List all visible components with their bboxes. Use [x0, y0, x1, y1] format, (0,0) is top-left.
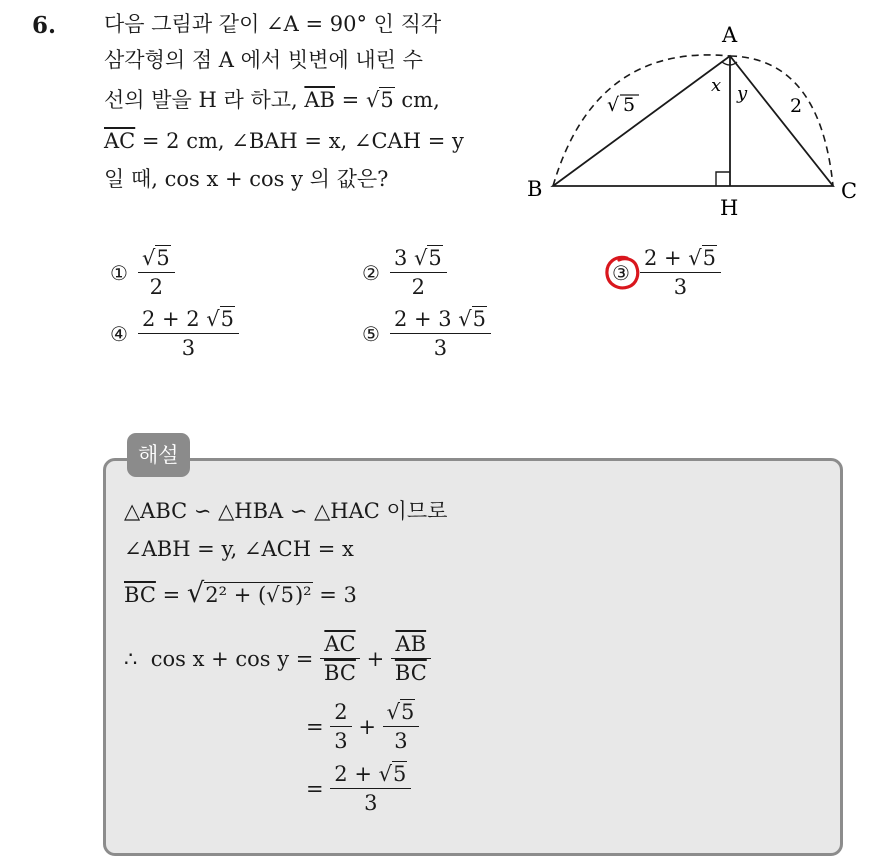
frac-2-3-den: 3 — [330, 726, 351, 753]
choice-3-den: 3 — [640, 272, 721, 299]
question-line-5: 일 때, cos x + cos y 의 값은? — [104, 167, 389, 191]
choice-2[interactable] — [362, 246, 447, 299]
sqrt5-arg: 5 — [380, 88, 394, 112]
frac-2-3-num: 2 — [334, 700, 348, 724]
segment-bc: $\overline{BC}$ — [124, 583, 156, 607]
frac-bc-2: BC — [394, 661, 427, 685]
choice-3-fraction: $\frac{2 + √5}{3}$ — [640, 246, 721, 299]
choice-2-prefix: 3 — [393, 246, 414, 270]
question-line-3-text: 선의 발을 H 라 하고, — [104, 88, 298, 112]
label-a: A — [722, 23, 738, 47]
choice-4-prefix: 2 + 2 — [141, 307, 207, 331]
solution-line-3-eq: = — [155, 583, 187, 607]
solution-line-5-eq: = — [306, 714, 331, 739]
question-number: 6. — [32, 12, 57, 39]
frac-ab: $\overline{AB}$ — [395, 632, 427, 656]
solution-line-5-plus: + — [351, 714, 383, 739]
frac-ac-bc — [320, 632, 360, 685]
segment-ac: $\overline{AC}$ — [104, 129, 136, 153]
red-circle-mark — [603, 253, 643, 293]
solution-line-4 — [124, 632, 431, 685]
choice-1-den: 2 — [138, 272, 175, 299]
frac-final: $\frac{2 + √5}{3}$ — [330, 762, 411, 815]
solution-line-2: ∠ABH = y, ∠ACH = x — [124, 537, 354, 561]
frac-2-3 — [330, 700, 351, 753]
choice-mark-2: ② — [362, 260, 380, 285]
choice-mark-4: ④ — [110, 321, 128, 346]
sqrt5-value: √5 — [365, 88, 394, 112]
question-line-2: 삼각형의 점 A 에서 빗변에 내린 수 — [104, 48, 423, 72]
choice-2-fraction: $\frac{3 √5}{2}$ — [390, 246, 447, 299]
equals: = — [335, 88, 366, 112]
question-line-4-text: = 2 cm, ∠BAH = x, ∠CAH = y — [135, 129, 464, 153]
choice-mark-5: ⑤ — [362, 321, 380, 346]
frac-bc-1: BC — [324, 661, 356, 685]
frac-sqrt5-3-num: 5 — [401, 700, 415, 724]
choice-4-fraction: $\frac{2 + 2 √5}{3}$ — [138, 307, 239, 360]
choice-1[interactable] — [110, 246, 175, 299]
side-ac-label: 2 — [790, 95, 803, 117]
label-b: B — [527, 177, 543, 201]
choice-2-den: 2 — [390, 272, 447, 299]
label-x: x — [711, 75, 722, 96]
question-line-1: 다음 그림과 같이 ∠A = 90° 인 직각 — [104, 12, 442, 36]
frac-sqrt5-3: $\frac{√5}{3}$ — [383, 700, 420, 753]
choice-4-num: 5 — [220, 307, 235, 331]
solution-line-3 — [124, 578, 357, 609]
choice-mark-1: ① — [110, 260, 128, 285]
choice-5[interactable] — [362, 307, 491, 360]
sqrt-expr-part-c: )² — [294, 583, 312, 607]
choice-5-prefix: 2 + 3 — [393, 307, 459, 331]
segment-ab: $\overline{AB}$ — [304, 88, 335, 112]
question-line-4 — [104, 125, 464, 158]
choice-mark-3-glyph: ③ — [612, 260, 630, 285]
choice-1-num: 5 — [156, 246, 170, 270]
solution-tag: 해설 — [127, 433, 190, 477]
sqrt-expression: √2² + (√5)² — [186, 578, 312, 609]
choice-4[interactable] — [110, 307, 239, 360]
unit-cm: cm, — [394, 88, 440, 112]
side-ab-label: 5 — [623, 94, 636, 116]
choice-3[interactable] — [612, 246, 721, 299]
solution-line-6 — [306, 762, 411, 815]
choice-5-den: 3 — [390, 333, 491, 360]
choice-5-fraction: $\frac{2 + 3 √5}{3}$ — [390, 307, 491, 360]
label-h: H — [720, 196, 739, 220]
triangle-figure — [515, 18, 875, 223]
choice-3-num: 5 — [702, 246, 717, 270]
solution-line-4-plus: + — [359, 646, 391, 671]
sqrt-expression-arg: 2² + (√5)² — [205, 583, 312, 607]
solution-line-5 — [306, 700, 419, 753]
choice-mark-3 — [612, 261, 630, 285]
choice-3-prefix: 2 + — [643, 246, 689, 270]
choice-4-den: 3 — [138, 333, 239, 360]
choice-2-num: 5 — [428, 246, 442, 270]
frac-final-rad: 5 — [392, 762, 407, 786]
solution-line-4-lead: ∴ cos x + cos y = — [124, 646, 321, 671]
choice-1-fraction: $\frac{√5}{2}$ — [138, 246, 175, 299]
sqrt-symbol-ab: √ — [607, 94, 620, 116]
frac-final-den: 3 — [330, 788, 411, 815]
sqrt-expr-part-a: 2² + ( — [205, 583, 267, 607]
choice-5-num: 5 — [472, 307, 487, 331]
solution-line-3-result: = 3 — [312, 583, 357, 607]
solution-line-1: △ABC ∽ △HBA ∽ △HAC 이므로 — [124, 499, 448, 523]
frac-ab-bc — [391, 632, 431, 685]
sqrt-expr-part-b: 5 — [280, 583, 294, 607]
frac-final-prefix: 2 + — [334, 762, 379, 786]
label-y: y — [737, 83, 748, 104]
frac-ac: $\overline{AC}$ — [324, 632, 356, 656]
right-angle-mark — [716, 172, 730, 186]
question-line-3 — [104, 84, 440, 117]
solution-line-6-eq: = — [306, 776, 331, 801]
frac-sqrt5-3-den: 3 — [383, 726, 420, 753]
label-c: C — [841, 179, 858, 203]
triangle-abc — [553, 56, 833, 186]
